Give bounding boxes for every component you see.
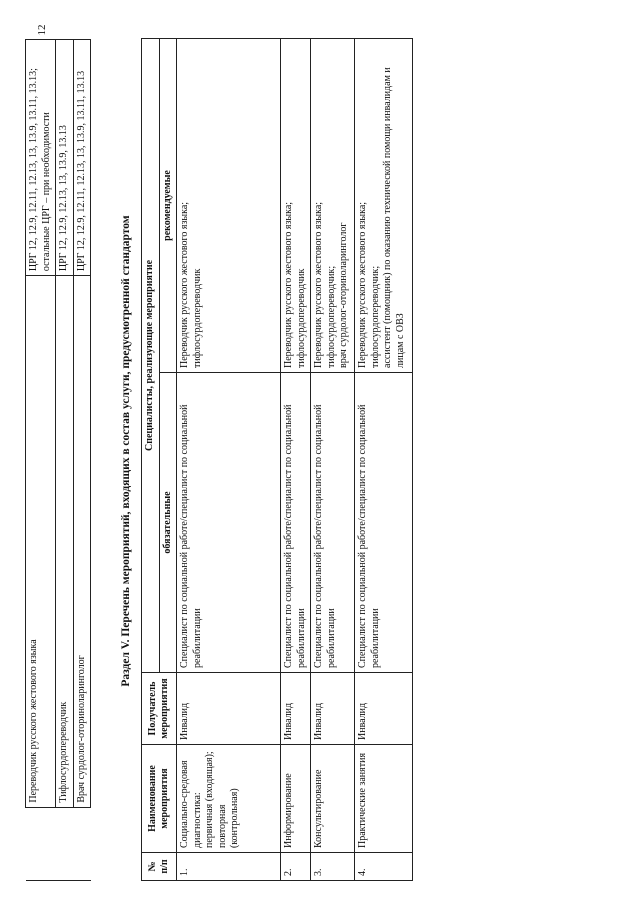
norm-line: ЦРГ 12, 12.9, 12.13, 13, 13.9, 13.13 <box>58 125 69 272</box>
table-row <box>355 38 413 880</box>
name-line: Информирование <box>283 773 294 848</box>
recommended-specialists <box>177 38 281 372</box>
table-row <box>56 40 74 881</box>
continuation-table <box>25 39 91 881</box>
recommended-line: тифлосурдопереводчик; <box>325 265 337 368</box>
header-row <box>142 38 160 880</box>
recipient: Инвалид <box>281 673 311 745</box>
recommended-line: Переводчик русского жестового языка; <box>357 201 368 368</box>
measure-name <box>355 745 413 853</box>
header-specialists: Специалисты, реализующие мероприятие <box>142 38 160 672</box>
specialist-cell: Переводчик русского жестового языка <box>26 276 56 808</box>
row-number: 2. <box>281 853 311 881</box>
norm-cell <box>73 40 91 276</box>
recipient: Инвалид <box>177 673 281 745</box>
required-specialists: Специалист по социальной работе/специалист по социальной реабилитации <box>177 373 281 673</box>
recommended-line: врач сурдолог-оториноларинголог <box>338 222 349 368</box>
name-line: Практические занятия <box>357 752 368 848</box>
recommended-specialists <box>311 38 355 372</box>
recommended-line: тифлосурдопереводчик <box>191 268 203 368</box>
recommended-line: ассистент (помощник) по оказанию технической помощи инвалидам и лицам с ОВЗ <box>382 67 406 368</box>
recommended-line: Переводчик русского жестового языка; <box>313 201 324 368</box>
recommended-specialists <box>355 38 413 372</box>
table-row <box>281 38 311 880</box>
row-number: 3. <box>311 853 355 881</box>
table-row <box>26 40 56 881</box>
measures-table <box>141 38 413 881</box>
header-required: обязательные <box>159 373 177 673</box>
section-title: Раздел V. Перечень мероприятий, входящих в состав услуги, предусмотренной стандартом <box>120 215 132 687</box>
specialist-cell: Врач сурдолог-оториноларинголог <box>73 276 91 808</box>
recommended-line: тифлосурдопереводчик <box>295 268 307 368</box>
header-recipient: Получатель мероприятия <box>142 673 177 745</box>
page-number: 12 <box>36 24 48 36</box>
recipient: Инвалид <box>355 673 413 745</box>
recommended-line: Переводчик русского жестового языка; <box>179 201 190 368</box>
table-row <box>177 38 281 880</box>
recommended-line: Переводчик русского жестового языка; <box>283 201 294 368</box>
table-row <box>73 40 91 881</box>
norm-cell <box>26 40 56 276</box>
measure-name <box>311 745 355 853</box>
name-line: Консультирование <box>313 769 324 848</box>
required-specialists: Специалист по социальной работе/специалист по социальной реабилитации <box>311 373 355 673</box>
empty-cell <box>26 807 91 880</box>
row-number: 1. <box>177 853 281 881</box>
measure-name <box>281 745 311 853</box>
recommended-line: тифлосурдопереводчик; <box>369 265 381 368</box>
norm-line: ЦРГ 12, 12.9, 12.11, 12.13, 13, 13.9, 13.11, 13.13 <box>75 70 87 272</box>
required-specialists: Специалист по социальной работе/специалист по социальной реабилитации <box>281 373 311 673</box>
name-line: Социально-средовая диагностика: <box>179 760 203 848</box>
required-specialists: Специалист по социальной работе/специалист по социальной реабилитации <box>355 373 413 673</box>
header-recommended: рекомендуемые <box>159 38 177 372</box>
measure-name <box>177 745 281 853</box>
norm-line: ЦРГ 12, 12.9, 12.11, 12.13, 13, 13.9, 13.11, 13.13; <box>28 68 39 272</box>
name-line: (контрольная) <box>229 788 240 848</box>
norm-cell <box>56 40 74 276</box>
name-line: первичная (входящая); <box>204 751 215 848</box>
name-line: повторная <box>216 804 228 848</box>
header-number: № п/п <box>142 853 177 881</box>
table-row <box>311 38 355 880</box>
specialist-cell: Тифлосурдопереводчик <box>56 276 74 808</box>
norm-line: остальные ЦРГ – при необходимости <box>40 112 52 272</box>
row-number: 4. <box>355 853 413 881</box>
recipient: Инвалид <box>311 673 355 745</box>
rotated-page-content <box>25 21 615 881</box>
header-name: Наименование мероприятия <box>142 745 177 853</box>
recommended-specialists <box>281 38 311 372</box>
